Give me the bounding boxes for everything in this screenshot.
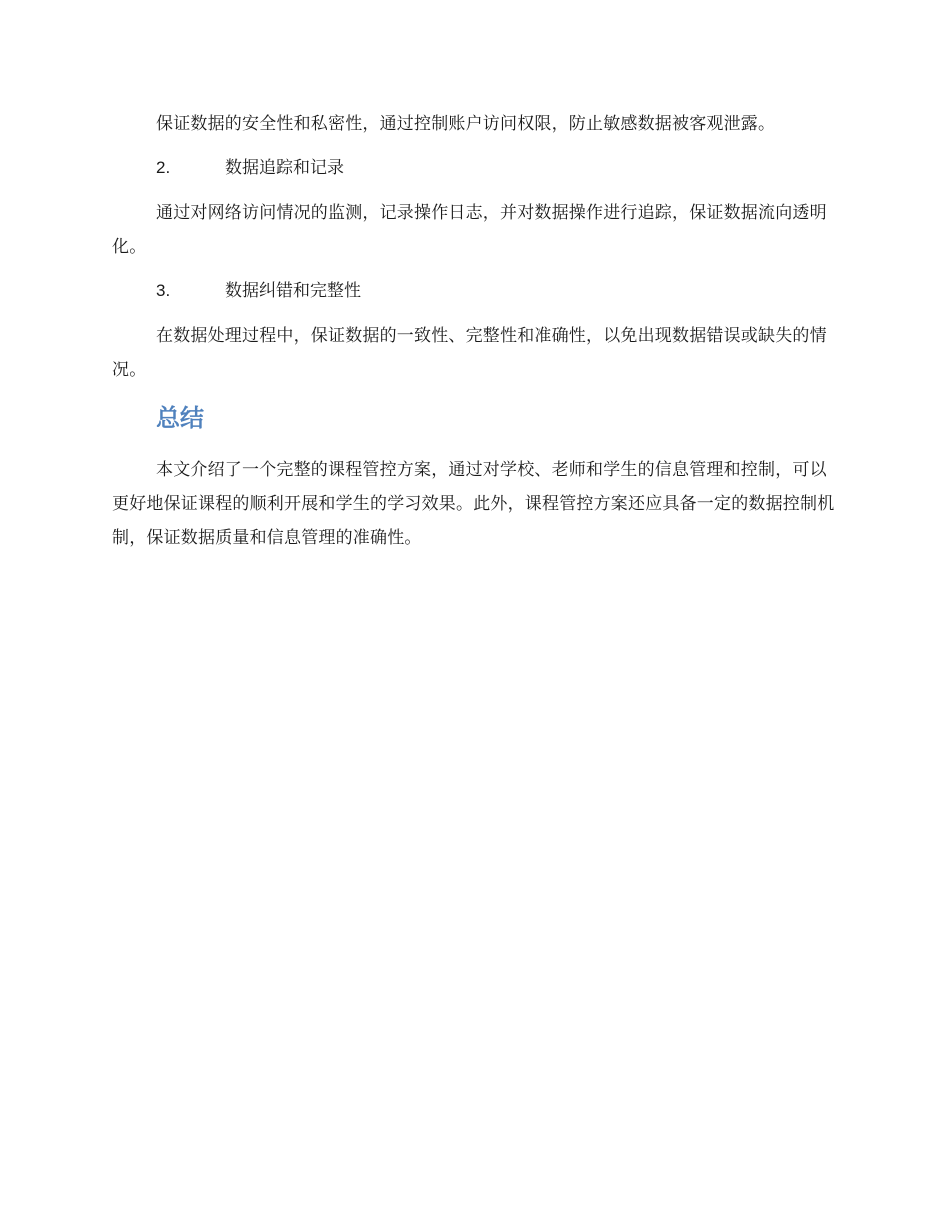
paragraph-text: 通过对网络访问情况的监测，记录操作日志，并对数据操作进行追踪，保证数据流向透明化。 [112,203,827,257]
paragraph-text: 在数据处理过程中，保证数据的一致性、完整性和准确性，以免出现数据错误或缺失的情况。 [112,326,827,380]
paragraph-text: 本文介绍了一个完整的课程管控方案，通过对学校、老师和学生的信息管理和控制，可以更好地保证课程的顺利开展和学生的学习效果。此外，课程管控方案还应具备一定的数据控制机制，保证数据质量和信息管理的准确性。 [112,460,835,548]
paragraph-data-integrity [112,319,840,387]
list-item-2 [156,154,344,182]
list-text: 数据追踪和记录 [225,158,344,178]
list-number: 3. [156,281,171,300]
list-text: 数据纠错和完整性 [225,281,361,301]
paragraph-summary [112,453,840,555]
list-number: 2. [156,158,171,177]
paragraph-data-tracking [112,196,840,264]
paragraph-data-security [112,107,840,141]
paragraph-text: 保证数据的安全性和私密性，通过控制账户访问权限，防止敏感数据被客观泄露。 [156,114,776,134]
list-item-3 [156,277,361,305]
section-heading-summary: 总结 [156,404,204,432]
